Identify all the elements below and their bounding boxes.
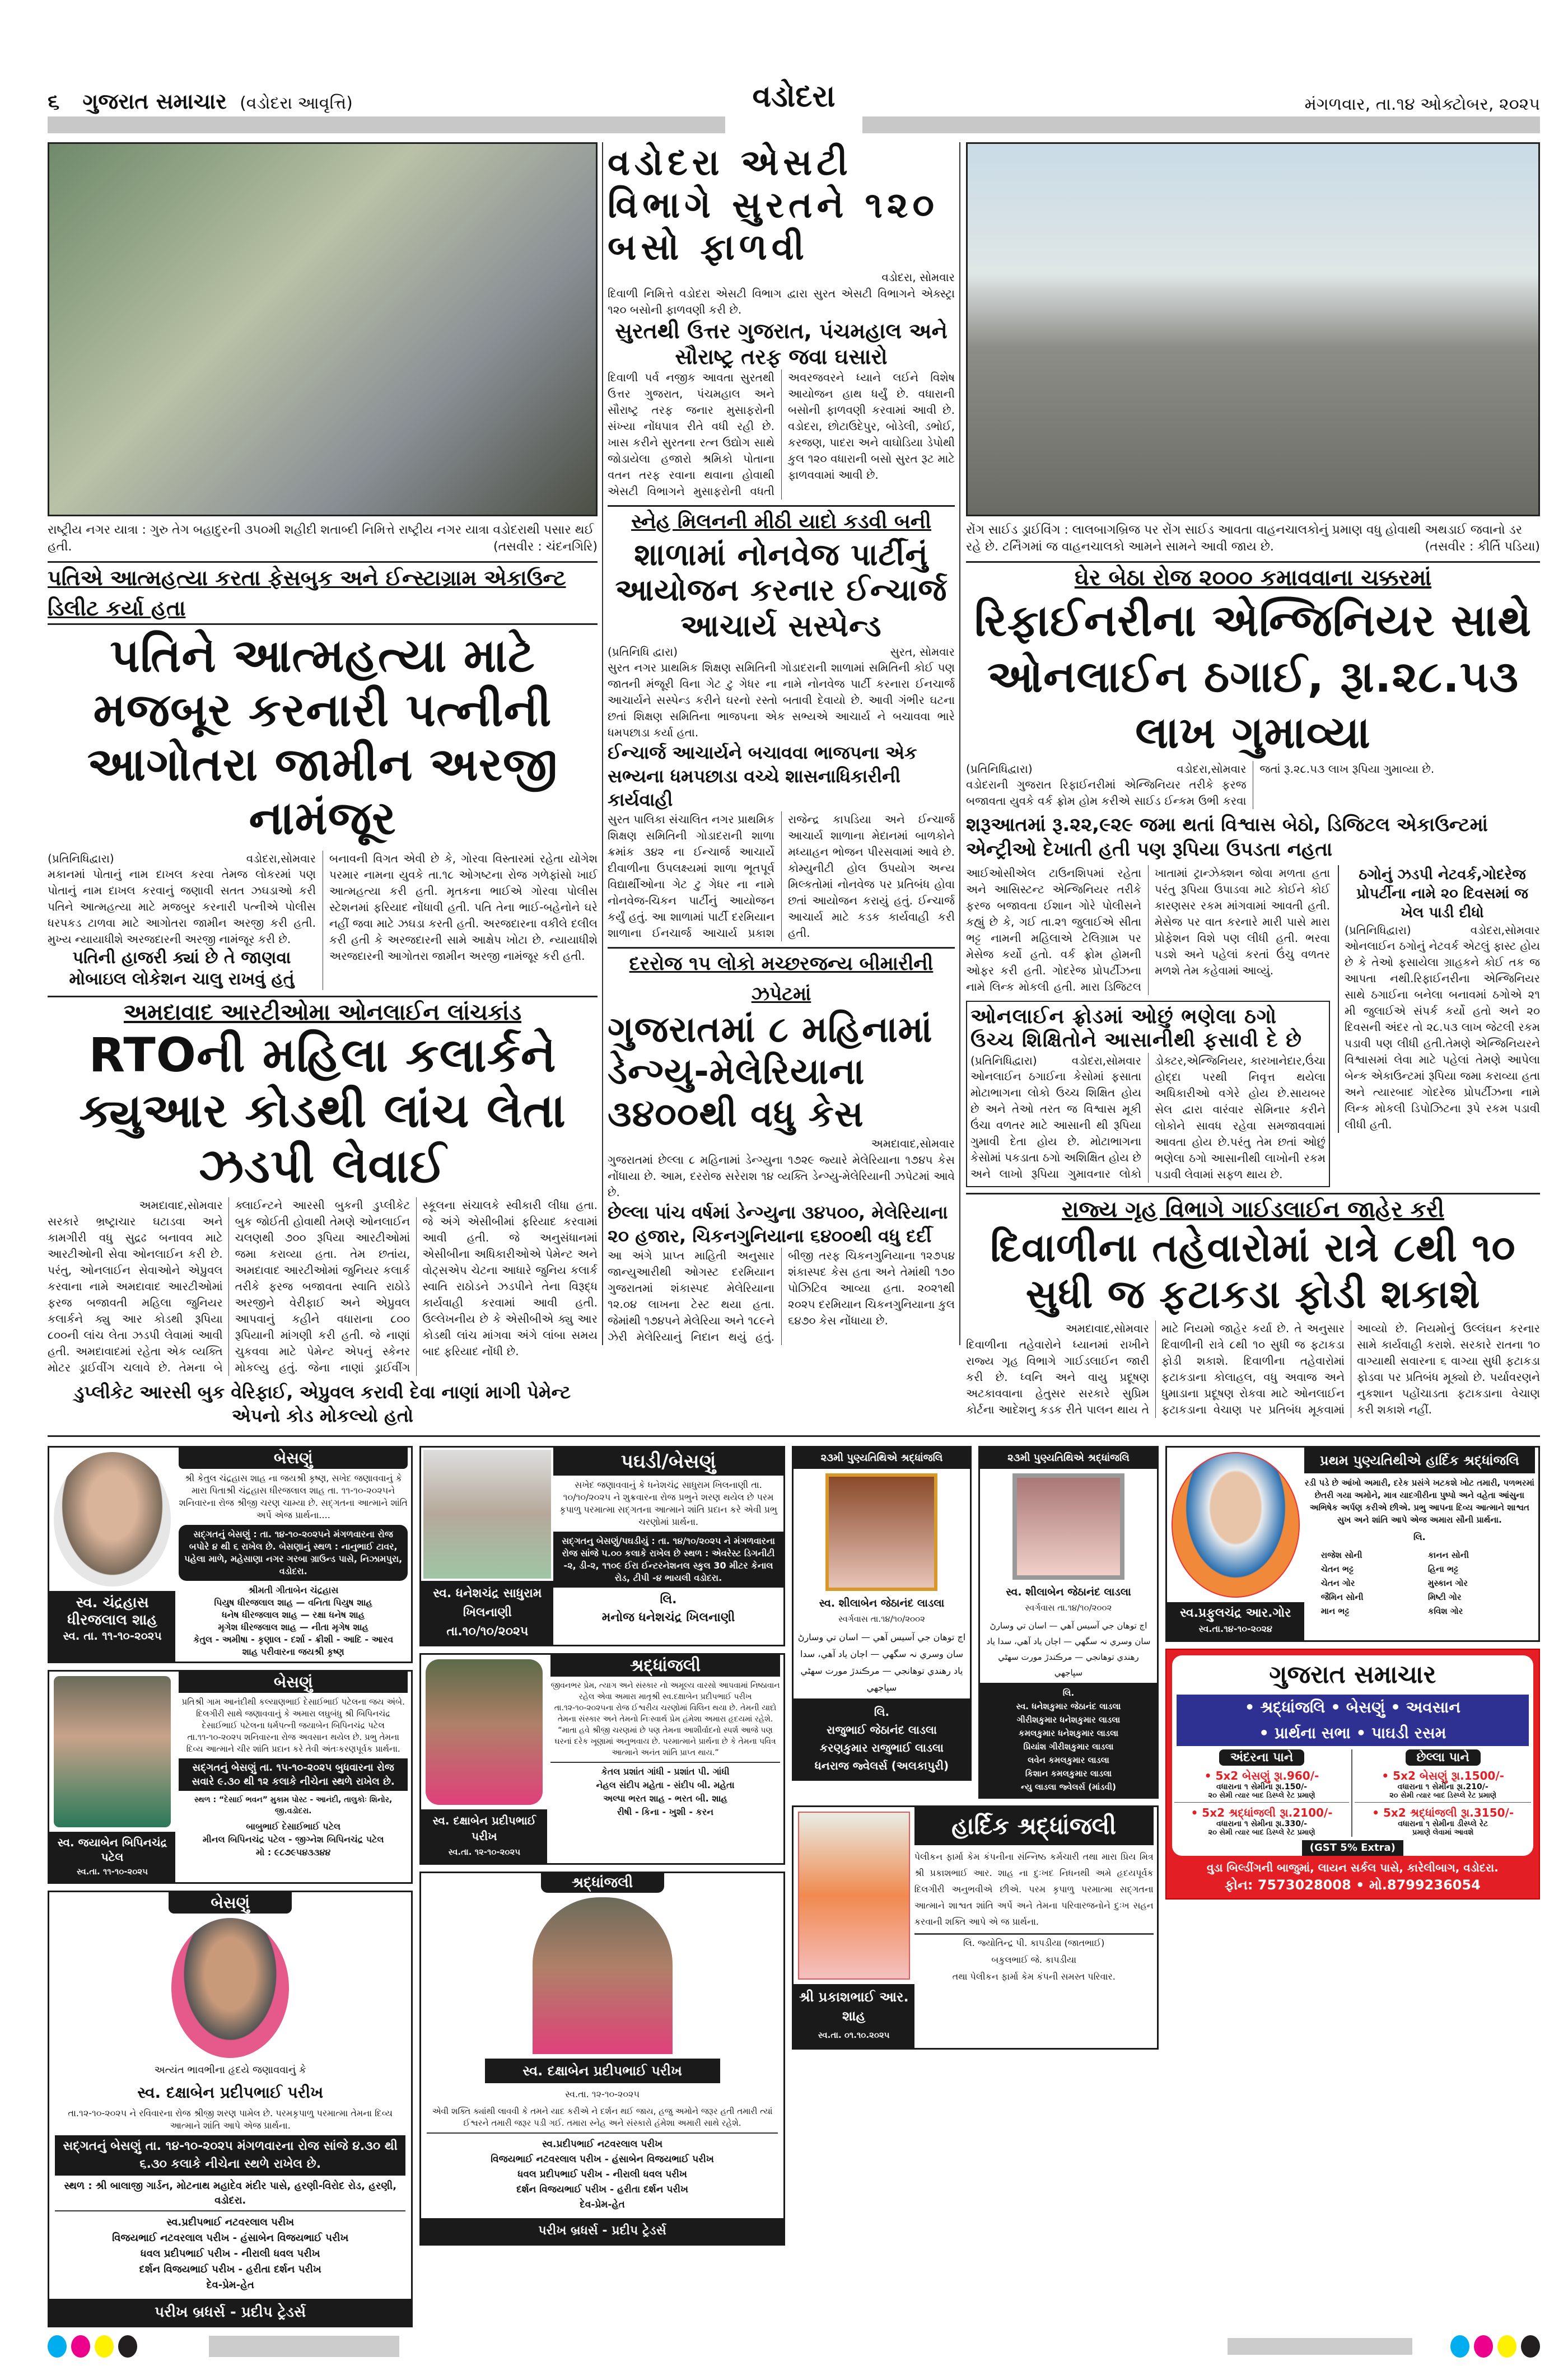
news-photo-traffic <box>966 142 1540 516</box>
subheadline: સુરતથી ઉત્તર ગુજરાત, પંચમહાલ અને સૌરાષ્ટ્ર તરફ જવા ઘસારો <box>615 318 948 369</box>
portrait-photo <box>1172 1452 1300 1598</box>
ad-phone: ફોન: 7573028008 • મો.8799236054 <box>1224 1877 1481 1893</box>
story-firecrackers <box>966 1193 1540 1418</box>
subheadline: શરૂઆતમાં રૂ.૨૨,૯૨૯ જમા થતાં વિશ્વાસ બેઠો, ડિજિટલ એકાઉન્ટમાં એન્ટ્રીઓ દેખાતી હતી પણ રૂપિયા ઉપડતા નહતા <box>966 814 1488 861</box>
ad-inner-page-rates: અંદરના પાને • 5x2 બેસણું રૂા.960/- વધારાના ૧ સેમીના રૂા.150/- ૨૦ સેમી ત્યાર બાદ ડિસ્પ્લે રેટ પ્રમાણે • 5x2 શ્રદ્ધાંજલી રૂા.2100/- વધારાના ૧ સેમીના રૂા.330/- ૨૦ સેમી ત્યાર બાદ ડિસ્પ્લે રેટ પ્રમાણે <box>1172 1749 1353 1837</box>
kicker: અમદાવાદ આરટીઓમા ઓનલાઈન લાંચકાંડ <box>123 1000 522 1025</box>
kicker: દરરોજ ૧૫ લોકો મચ્છરજન્ય બીમારીની ઝપેટમાં <box>629 952 934 1005</box>
portrait-photo <box>825 1473 937 1591</box>
left-column <box>48 142 602 1427</box>
subheadline: ઈન્ચાર્જ આચાર્યને બચાવવા ભાજપના એક સભ્યના ધમપછાડા વચ્ચે શાસનાધિકારીની કાર્યવાહી <box>608 741 917 810</box>
section-title: વડોદરા <box>752 78 836 114</box>
photo-caption: રાષ્ટ્રીય નગર યાત્રા : ગુરુ તેગ બહાદુરની ૩૫૦મી શહીદી શતાબ્દી નિમિત્તે રાષ્ટ્રીય નગર યાત્રા વડોદરાથી પસાર થઈ હતી. (તસવીર : ચંદનગિરિ) <box>48 523 598 554</box>
issue-date: મંગળવાર, તા.૧૪ ઓક્ટોબર, ૨૦૨૫ <box>1304 95 1540 114</box>
headline: રિફાઈનરીના એન્જિનિયર સાથે ઓનલાઈન ઠગાઈ, રૂા.૨૮.૫૩ લાખ ગુમાવ્યા <box>974 596 1532 758</box>
portrait-photo <box>1012 1473 1124 1580</box>
story-body: (પ્રતિનિધિદ્વારા) વડોદરા,સોમવાર મકાનમાં પોતાનું નામ દાખલ કરવા તેમજ લોકરમાં પણ પોતાનું નામ દાખલ કરવાનું જણાવી સતત ઝઘડાઓ કરી પતિને આત્મહત્યા માટે મજબુર કરનારી પત્નીએ પોલીસ ધરપકડ ટાળવા માટે આગોતરા જામીન અરજી કરી હતી. મુખ્ય ન્યાયાધીશે અરજદારની અરજી નામંજૂર કરી છે. પતિની હાજરી ક્યાં છે તે જાણવા મોબાઇલ લોકેશન ચાલુ રાખવું હતું બનાવની વિગત એવી છે કે, ગોરવા વિસ્તારમાં રહેતા યોગેશ પરમાર નામના યુવકે તા.૧૮ ઓગષ્ટના રોજ ગળેફાંસો ખાઈ આત્મહત્યા કરી હતી. મૃતકના ભાઈએ ગોરવા પોલીસ સ્ટેશનમાં ફરિયાદ નોંધાવી હતી. પતિ તેના ભાઈ-બહેનોને ઘરે નહીં જવા માટે ઝઘડા કરતી હતી. અરજદારના વકીલે દલીલ કરી હતી કે અરજદારની સામે આક્ષેપ ખોટા છે. ન્યાયાધીશે અરજદારની આગોતરા જામીન અરજી નામંજૂર કરી હતી. <box>48 852 598 989</box>
story-body: આ અંગે પ્રાપ્ત માહિતી અનુસાર જાન્યુઆરીથી ઓગસ્ટ દરમિયાન ગુજરાતમાં શંકાસ્પદ મેલેરિયાના ૧૨.૦૪ લાખના ટેસ્ટ થયા હતા. જેમાંથી ૧૭૪૫ને મેલેરિયા અને ૧૮૯ને ઝેરી મેલેરિયાનું નિદાન થયું હતું. બીજી તરફ ચિકનગુનિયાના ૧૨૭૫૪ શંકાસ્પદ કેસ હતા અને તેમાંથી ૧૭૦ પોઝિટિવ આવ્યા હતા. ૨૦૨૧થી ૨૦૨૫ દરમિયાન ચિકનગુનિયાના કુલ ૬૪૭૦ કેસ નોંધાયા છે. <box>608 1249 955 1344</box>
photo-caption: રોંગ સાઈડ ડ્રાઈવિંગ : લાલબાગબ્રિજ પર રોંગ સાઈડ આવતા વાહનચાલકોનું પ્રમાણ વધુ હોવાથી અથડાઈ જવાનો ડર રહે છે. ટર્નિંગમાં જ વાહનચાલકો આમને સામને આવી જાય છે. (તસવીર : કીર્તિ પડિયા) <box>966 523 1540 554</box>
edition: (વડોદરા આવૃત્તિ) <box>240 94 353 113</box>
story-rto-bribe <box>48 996 598 1427</box>
subheadline: છેલ્લા પાંચ વર્ષમાં ડેન્ગ્યુના ૩૪૫૦૦, મેલેરિયાના ૨૦ હજાર, ચિકનગુનિયાના ૬૪૦૦થી વધુ દર્દી <box>608 1202 948 1247</box>
news-photo-rally <box>48 142 598 516</box>
obituary-column <box>48 1446 413 2327</box>
story-body: સુરત પાલિકા સંચાલિત નગર પ્રાથમિક શિક્ષણ સમિતિની ગોડાદરાની શાળા ક્રમાંક ૩૪૨ ના ઈન્ચાર્જ આચાર્યે દીવાળીના ઉપલક્ષ્યમાં શાળા ભૂતપૂર્વ વિદ્યાર્થીઓના ગેટ ટુ ગેધર ના નામે નોનવેજ-ચિકન પાર્ટીનું આયોજન કર્યું હતું. આ શાળામાં પાર્ટી દરમિયાન શાળાના ઈનચાર્જ આચાર્ય પ્રકાશ રાજેન્દ્ર કાપડિયા અને ઈન્ચાર્જ આચાર્ય શાળાના મેદાનમાં બાળકોને મધ્યાહન ભોજન પીરસવામાં આવે છે. કોમ્યુનીટી હોલ ઉપયોગ અન્ય મિલ્કતોમાં નોનવેજ પર પ્રતિબંધ હોવા છતાં આયોજન કરાયું હતું. ઈન્ચાર્જ આચાર્ય માટે કડક કાર્યવાહી કરી હતી. <box>608 812 955 940</box>
gray-scale-bar <box>1228 2338 1412 2355</box>
registration-mark-yellow <box>95 2335 114 2358</box>
obituary-section <box>48 1446 1540 2327</box>
obituary-chandrahas: સ્વ. ચંદ્રહાસ ધીરજલાલ શાહ સ્વ. તા. ૧૧-૧૦-૨૦૨૫ બેસણું શ્રી કેતુલ ચંદ્રહાસ શાહ ના જયશ્રી કૃષ્ણ, સખેદ જણાવવાનું કે મારા પિતાશ્રી ચંદ્રહાસ ધીરજલાલ શાહ તા. ૧૧-૧૦-૨૦૨૫ને શનિવારના રોજ શ્રીજી ચરણ ચામ્યા છે. સદ્‌ગતના આત્માને શાંતિ અર્પે એજ પ્રાર્થના.... સદ્‌ગતનું બેસણું : તા. ૧૪-૧૦-૨૦૨૫ને મંગળવારના રોજ બપોરે ૪ થી ૬ રાખેલ છે. બેસણાનું સ્થળ : નાનુભાઈ ટાવર, પહેલા માળે, મહેસાણા નગર ગરબા ગ્રાઉન્ડ પાસે, નિઝામપુરા, વડોદરા. શ્રીમતી ગીતાબેન ચંદ્રહાસ પિયુષ ધીરજલાલ શાહ — વનિતા પિયુષ શાહ ધનેષ ધીરજલાલ શાહ — રક્ષા ધનેષ શાહ મૃગેશ ધીરજલાલ શાહ — નીતા મૃગેષ શાહ કેતુલ - અમીષા - કૃણાલ - દર્શા - ક્રીશી - આદિ - આરવ શાહ પરીવારના જયશ્રી કૃષ્ણ <box>48 1446 413 1663</box>
headline: RTOની મહિલા કલાર્કને ક્યુઆર કોડથી લાંચ લેતા ઝડપી લેવાઈ <box>79 1028 566 1194</box>
portrait-photo <box>423 1450 551 1579</box>
story-body: આઈઓસીએલ ટાઉનશિપમાં રહેતા અને આસિસ્ટન્ટ એન્જિનિયર તરીકે ફરજ બજાવતા ઈશાન ગોરે પોલીસને કહ્યું છે કે, ગઈ તા.૨૧ જુલાઈએ સીતા ભટ્ટ નામની મહિલાએ ટેલિગ્રામ પર મેસેજ કર્યો હતો. વર્ક ફ્રોમ હોમની ઓફર કરી હતી. ગોદરેજ પ્રોપર્ટીઝના નામે લિન્ક મોકલી હતી. મારા ડિજિટલ ખાતામાં ટ્રાન્ઝેક્શન જોવા મળતા હતા પરંતુ રૂપિયા ઉપાડવા માટે કોઈને કોઈ કારણસર રકમ માંગવામાં આવતી હતી. મેસેજ પર વાત કરનારે મારી પાસે મારા પ્રોફેશન વિશે પણ લીધી હતી. ભરવા પડશે અને પહેલાં કરતાં ઉંચુ વળતર મળશે તેમ કહેવામાં આવ્યું. <box>966 866 1330 993</box>
gst-note: (GST 5% Extra) <box>1302 1840 1403 1856</box>
right-column <box>960 142 1540 1418</box>
family-list: શ્રીમતી ગીતાબેન ચંદ્રહાસ પિયુષ ધીરજલાલ શાહ — વનિતા પિયુષ શાહ ધનેષ ધીરજલાલ શાહ — રક્ષા ધનેષ શાહ મૃગેશ ધીરજલાલ શાહ — નીતા મૃગેષ શાહ કેતુલ - અમીષા - કૃણાલ - દર્શા - ક્રીશી - આદિ - આરવ શાહ પરીવારના જયશ્રી કૃષ્ણ <box>193 1585 394 1658</box>
obituary-shilaben-dhanraj: ૨૩મી પુણ્યતિથિએ શ્રદ્ધાંજલિ સ્વ. શીલાબેન જેઠાનંદ લાડલા સ્વર્ગવાસ તા.૧૪/૧૦/૨૦૦૨ اڄ توهان جي آسيس آهي — اسان تي وسارڻ سان وسري نہ سگهي — اڄان ياد آهي، سدا ياد رهندي توهانجي — مرڪندڙ مورت سهڻي سڀاجهي લિ. રાજુભાઈ જેઠાનંદ લાડલા કરણકુમાર રાજુભાઈ લાડલા ધનરાજ જ્વેલર્સ (અલકાપુરી) <box>792 1446 972 1781</box>
kicker: સ્નેહ મિલનની મીઠી યાદો કડવી બની <box>631 510 931 533</box>
sidebar-godrej: ઠગોનું ઝડપી નેટવર્ક,ગોદરેજ પ્રોપર્ટીના નામે ૨૦ દિવસમાં જ ખેલ પાડી દીધો (પ્રતિનિધિદ્વારા) વડોદરા,સોમવાર ઓનલાઈન ઠગોનું નેટવર્ક એટલું ફાસ્ટ હોય છે કે તેઓ ફસાયેલા ગ્રાહકને કોઈ તક જ આપતા નથી.રિફાઈનરીના એન્જિનિયર સાથે ઠગાઈના બનેલા બનાવમાં ઠગોએ ૨૧ મી જુલાઈએ સંપર્ક કર્યો હતો અને ૨૦ દિવસની અંદર તો ૨૮.૫૩ લાખ જેટલી રકમ પડાવી પણ લીધી હતી.તેમણે એન્જિનિયરને વિશ્વાસમાં લેવા માટે પહેલાં તેમણે આપેલા બેન્ક એકાઉન્ટમાં રૂપિયા જમા કરાવ્યા હતા અને ત્યારબાદ ગોદરેજ પ્રોપર્ટીઝના નામે લિન્ક મોકલી ડિપોઝિટના રૂપે રકમ પડાવી લીધી હતી. <box>1338 865 1540 1133</box>
registration-mark-black <box>1521 2335 1540 2358</box>
ad-address: વુડા બિલ્ડીંગની બાજુમાં, લાયન સર્કલ પાસે, કારેલીબાગ, વડોદરા. <box>1207 1861 1499 1875</box>
ad-last-page-rates: છેલ્લા પાને • 5x2 બેસણું રૂા.1500/- વધારાના ૧ સેમીના રૂા.210/- ૨૦ સેમી ત્યાર બાદ ડિસ્પ્લે રેટ પ્રમાણે • 5x2 શ્રદ્ધાંજલી રૂા.3150/- વધારાના ૧ સેમીના ડીસ્પ્લે રેટ પ્રમાણે લેવામાં આવશે <box>1352 1749 1533 1837</box>
story-refinery-fraud: ઘેર બેઠા રોજ ૨૦૦૦ કમાવવાના ચક્કરમાં રિફાઈનરીના એન્જિનિયર સાથે ઓનલાઈન ઠગાઈ, રૂા.૨૮.૫૩ લાખ ગુમાવ્યા (પ્રતિનિધિદ્વારા) વડોદરા,સોમવાર વડોદરાની ગુજરાત રિફાઈનરીમાં એન્જિનિયર તરીકે ફરજ બજાવતા યુવકે વર્ક ફ્રોમ હોમ કરીએ સાઈડ ઈન્કમ ઉભી કરવા જતાં રૂ.૨૮.૫૩ લાખ રૂપિયા ગુમાવ્યા છે. શરૂઆતમાં રૂ.૨૨,૯૨૯ જમા થતાં વિશ્વાસ બેઠો, ડિજિટલ એકાઉન્ટમાં એન્ટ્રીઓ દેખાતી હતી પણ રૂપિયા ઉપડતા નહતા આઈઓસીએલ ટાઉનશિપમાં રહેતા અને આસિસ્ટન્ટ એન્જિનિયર તરીકે ફરજ બજાવતા ઈશાન ગોરે પોલીસને કહ્યું છે કે, ગઈ તા.૨૧ જુલાઈએ સીતા ભટ્ટ નામની મહિલાએ ટેલિગ્રામ પર મેસેજ કર્યો હતો. વર્ક ફ્રોમ હોમની ઓફર કરી હતી. ગોદરેજ પ્રોપર્ટીઝના નામે લિન્ક મોકલી હતી. મારા ડિજિટલ ખાતામાં ટ્રાન્ઝેક્શન જોવા મળતા હતા પરંતુ રૂપિયા ઉપાડવા માટે કોઈને કોઈ કારણસર રકમ માંગવામાં આવતી હતી. મેસેજ પર વાત કરનારે મારી પાસે મારા પ્રોફેશન વિશે પણ લીધી હતી. ભરવા પડશે અને પહેલાં કરતાં ઉંચુ વળતર મળશે તેમ કહેવામાં આવ્યું. ઓનલાઈન ફ્રોડમાં ઓછું ભણેલા ઠગો ઉચ્ચ શિક્ષિતોને આસાનીથી ફસાવી દે છે (પ્રતિનિધિદ્વારા) વડોદરા,સોમવાર ઓનલાઈન ઠગાઈના કેસોમાં ફસાતા મોટાભાગના લોકો ઉચ્ચ શિક્ષિત હોય છે અને તેઓ તરત જ વિશ્વાસ મૂકી ઉંચા વળતર માટે આસાની થી રૂપિયા ગુમાવી દેતા હોય છે. મોટાભાગના કેસોમાં પકડાતા ઠગો અશિક્ષિત હોય છે અને લાખો રૂપિયા ગુમાવનાર લોકો ડોક્ટર,એન્જિનિયર, કારખાનેદાર,ઉંચા હોદ્દા પરથી નિવૃત્ત થયેલા અધિકારીઓ વગેરે હોય છે.સાયબર સેલ દ્વારા વારંવાર સેમિનાર કરીને લોકોને સાવધ રહેવા સમજાવવામાં આવતા હોય છે.પરંતુ તેમ છતાં ઓછું ભણેલા ઠગો આસાનીથી લાખોની રકમ પડાવી લેવામાં સફળ થાય છે. ઠગોનું ઝડપી નેટવર્ક,ગોદરેજ પ્રોપર્ટીના નામે ૨૦ દિવસમાં જ ખેલ પાડી દીધો (પ્રતિનિધિદ્વારા) વડોદરા,સોમવાર ઓનલાઈન ઠગોનું નેટવર્ક એટલું ફાસ્ટ હોય છે કે તેઓ ફસાયેલા ગ્રાહકને કોઈ તક જ આપતા નથી.રિફાઈનરીના એન્જિનિયર સાથે ઠગાઈના બનેલા બનાવમાં ઠગોએ ૨૧ મી જુલાઈએ સંપર્ક કર્યો હતો અને ૨૦ દિવસની અંદર તો ૨૮.૫૩ લાખ જેટલી રકમ પડાવી પણ લીધી હતી.તેમણે એન્જિનિયરને વિશ્વાસમાં લેવા માટે પહેલાં તેમણે આપેલા બેન્ક એકાઉન્ટમાં રૂપિયા જમા કરાવ્યા હતા અને ત્યારબાદ ગોદરેજ પ્રોપર્ટીઝના નામે લિન્ક મોકલી ડિપોઝિટના રૂપે રકમ પડાવી લીધી હતી. <box>966 561 1540 1187</box>
ad-brand-logo: ગુજરાત સમાચાર <box>1269 1660 1436 1690</box>
middle-column <box>602 142 960 1345</box>
subheadline: પતિની હાજરી ક્યાં છે તે જાણવા મોબાઇલ લોકેશન ચાલુ રાખવું હતું <box>69 948 295 989</box>
portrait-photo <box>798 1812 910 1980</box>
story-school-party: સ્નેહ મિલનની મીઠી યાદો કડવી બની શાળામાં નોનવેજ પાર્ટીનું આયોજન કરનાર ઈન્ચાર્જ આચાર્ય સસ્પેન્ડ (પ્રતિનિધિ દ્વારા) સુરત, સોમવાર સુરત નગર પ્રાથમિક શિક્ષણ સમિતિની ગોડાદરાની શાળામાં સમિતિની કોઈ પણ જાતની મંજૂરી વિના ગેટ ટુ ગેધર ના નામે નોનવેજ પાર્ટી કરનારા ઈનચાર્જ આચાર્યને સસ્પેન્ડ કરીને ઘરનો રસ્તો બતાવી દેવાયો છે. આવી ગંભીર ઘટના છતાં શિક્ષણ સમિતિના ભાજપના એક સભ્યએ આચાર્ય ને બચાવવા ભારે ધમપછાડા કર્યા હતા. ઈન્ચાર્જ આચાર્યને બચાવવા ભાજપના એક સભ્યના ધમપછાડા વચ્ચે શાસનાધિકારીની કાર્યવાહી સુરત પાલિકા સંચાલિત નગર પ્રાથમિક શિક્ષણ સમિતિની ગોડાદરાની શાળા ક્રમાંક ૩૪૨ ના ઈન્ચાર્જ આચાર્યે દીવાળીના ઉપલક્ષ્યમાં શાળા ભૂતપૂર્વ વિદ્યાર્થીઓના ગેટ ટુ ગેધર ના નામે નોનવેજ-ચિકન પાર્ટીનું આયોજન કર્યું હતું. આ શાળામાં પાર્ટી દરમિયાન શાળાના ઈનચાર્જ આચાર્ય પ્રકાશ રાજેન્દ્ર કાપડિયા અને ઈન્ચાર્જ આચાર્ય શાળાના મેદાનમાં બાળકોને મધ્યાહન ભોજન પીરસવામાં આવે છે. કોમ્યુનીટી હોલ ઉપયોગ અન્ય મિલ્કતોમાં નોનવેજ પર પ્રતિબંધ હોવા છતાં આયોજન કરાયું હતું. ઈન્ચાર્જ આચાર્ય માટે કડક કાર્યવાહી કરી હતી. <box>608 505 955 941</box>
page-number: ૬ <box>48 89 60 114</box>
gray-scale-bar <box>209 2336 399 2357</box>
story-dengue: દરરોજ ૧૫ લોકો મચ્છરજન્ય બીમારીની ઝપેટમાં ગુજરાતમાં ૮ મહિનામાં ડેન્ગ્યુ-મેલેરિયાના ૩૪૦૦થી વધુ કેસ અમદાવાદ,સોમવાર ગુજરાતમાં છેલ્લા ૮ મહિનામાં ડેન્ગ્યુના ૧૭૨૯ જ્યારે મેલેરિયાના ૧૭૪૫ કેસ નોંધાયા છે. આમ, દરરોજ સરેરાશ ૧૪ વ્યક્તિ ડેન્ગ્યુ-મેલેરિયાની ઝપેટમાં આવે છે. છેલ્લા પાંચ વર્ષમાં ડેન્ગ્યુના ૩૪૫૦૦, મેલેરિયાના ૨૦ હજાર, ચિકનગુનિયાના ૬૪૦૦થી વધુ દર્દી આ અંગે પ્રાપ્ત માહિતી અનુસાર જાન્યુઆરીથી ઓગસ્ટ દરમિયાન ગુજરાતમાં શંકાસ્પદ મેલેરિયાના ૧૨.૦૪ લાખના ટેસ્ટ થયા હતા. જેમાંથી ૧૭૪૫ને મેલેરિયા અને ૧૮૯ને ઝેરી મેલેરિયાનું નિદાન થયું હતું. બીજી તરફ ચિકનગુનિયાના ૧૨૭૫૪ શંકાસ્પદ કેસ હતા અને તેમાંથી ૧૭૦ પોઝિટિવ આવ્યા હતા. ૨૦૨૧થી ૨૦૨૫ દરમિયાન ચિકનગુનિયાના કુલ ૬૪૭૦ કેસ નોંધાયા છે. <box>608 947 955 1346</box>
story-body: અમદાવાદ,સોમવાર સરકારે ભ્રષ્ટ્રાચાર ઘટાડવા અને કામગીરી વધુ સુદ્રઢ બનાવવ માટે આરટીઓની સેવા ઓનલાઈન કરી છે. પરંતુ, ઓનલાઈન સેવાઓને એપ્રુવલ કરવાના નામે અમદાવાદ આરટીઓમાં ફરજ બજાવતી મહિલા જુનિયર કલાર્કને ક્યુ આર કોડથી રૂપિયા ૮૦૦ની લાંચ લેતા ઝડપી લેવામાં આવી હતી. અમદાવાદમાં રહેતા એક વ્યક્તિ મોટર ડ્રાઈવીંગ ચલાવે છે. તેમના બે ક્લાઈન્ટને આરસી બુકની ડુપ્લીકેટ બુક જોઈતી હોવાથી તેમણે ઓનલાઈન ચલણથી ૭૦૦ રૂપિયા આરટીઓમાં જમા કરાવ્યા હતા. તેમ છતાંય, અમદાવાદ આરટીઓમાં જુનિયર કલાર્ક તરીકે ફરજ બજાવતા સ્વાતિ રાઠોડે અરજીને વેરીફાઈ અને એપ્રુવલ આપવાનું કહીને વધારાના ૮૦૦ રૂપિયાની માંગણી કરી હતી. જે નાણાં ચુકવવા માટે પેમેન્ટ એપનું સ્કેનર મોકલ્યુ હતું. જેના નાણાં ડ્રાઈવીંગ સ્કૂલના સંચાલકે સ્વીકારી લીધા હતા. જે અંગે એસીબીમાં ફરિયાદ કરવામાં આવી હતી. જે અનુસંધાનમાં એસીબીના અધિકારીઓએ પેમેન્ટ અને વોટ્સએપ ચેટના આધારે જુનિય કલાર્ક સ્વાતિ રાઠોડને ઝડપીને તેના વિરૂદ્ધ કાર્યવાહી કરવામાં આવી હતી. ઉલ્લેખનીય છે કે એસીબીએ ક્યુ આર કોડથી લાંચ માંગવા અંગે લાંબા સમય બાદ ફરિયાદ નોંધી છે. <box>48 1198 598 1375</box>
family-list: રાજેશ સોની કાનન સોની ચેતન ભટ્ટ હિના ભટ્ટ ચેતન ગોર મુસ્કાન ગોર જૈમિન સોની મિષ્ટી ગોર માન ભટ્ટ કવિશ ગોર <box>1320 1550 1469 1617</box>
obituary-column <box>419 1446 785 2246</box>
masthead-row <box>48 78 1540 114</box>
headline: દિવાળીના તહેવારોમાં રાત્રે ૮થી ૧૦ સુધી જ ફટાકડા ફોડી શકાશે <box>990 1224 1516 1317</box>
family-list: સ્વ.પ્રદીપભાઈ નટવરલાલ પરીખ વિજયભાઈ નટવરલાલ પરીખ - હંસાબેન વિજયભાઈ પરીખ ધવલ પ્રદીપભાઈ પરીખ - નીરાલી ધવલ પરીખ દર્શન વિજયભાઈ પરીખ - હરીતા દર્શન પરીખ દેવ-પ્રેમ-હેત <box>112 2216 349 2292</box>
obituary-column <box>792 1446 1159 2050</box>
registration-mark-cyan <box>1450 2335 1469 2358</box>
headline: વડોદરા એસટી વિભાગે સુરતને ૧૨૦ બસો ફાળવી <box>608 142 939 269</box>
paper-name: ગુજરાત સમાચાર <box>82 89 227 114</box>
story-body: અમદાવાદ,સોમવાર દિવાળીના તહેવારોને ધ્યાનમાં રાખીને રાજ્ય ગૃહ વિભાગે ગાઈડલાઈન જારી કરી છે. ધ્વનિ અને વાયુ પ્રદૂષણ અટકાવવાના હેતુસર સરકારે સુપ્રિમ કોર્ટના આદેશનુ કડક રીતે પાલન થાય તે માટે નિયમો જાહેર કર્યા છે. તે અનુસાર દિવાળીની રાત્રે ૮થી ૧૦ સુધી જ ફટાકડા ફોડી શકાશે. દિવાળીના તહેવારોમાં ફટાકડાના કોલાહલ, વધુ અવાજ અને ધુમાડાના પ્રદૂષણ રોકવા માટે ઓનલાઈન ફટાકડાના વેચાણ પર પ્રતિબંધ મૂકવામાં આવ્યો છે. નિયમોનું ઉલ્લંઘન કરનાર સામે કાર્યવાહી કરાશે. સરકારે રાતના ૧૦ વાગ્યાથી સવારના ૬ વાગ્યા સુધી ફટાકડા ફોડવા પર પ્રતિબંધ મૂક્યો છે. પર્યાવરણને નુકશાન પહોંચાડતા ફટાકડાના વેચાણ કરી શકાશે નહીં. <box>966 1322 1540 1417</box>
registration-mark-yellow <box>1497 2335 1516 2358</box>
headline: ઓનલાઈન ફ્રોડમાં ઓછું ભણેલા ઠગો ઉચ્ચ શિક્ષિતોને આસાનીથી ફસાવી દે છે <box>970 1005 1302 1052</box>
registration-mark-magenta <box>1474 2335 1493 2358</box>
obituary-dhaneshchandra: સ્વ. ધનેશચંદ્ર સાધુરામ ખિલનાણી તા.૧૦/૧૦/૨૦૨૫ પઘડી/બેસણું સખેદ જણાવવાનું કે ધનેશચંદ્ર સાધુરામ ખિલનાણી તા. ૧૦/૧૦/૨૦૨૫ ને શુક્રવારના રોજ પ્રભુને શરણ થયેલ છે પરમ કૃપાળુ પરમાત્મા સદ્‌ગતના આત્માને શાંતિ પ્રદાન કરે એવી પ્રભુ ચરણોમાં પ્રાર્થના. સદ્‌ગતનુ બેસણું/પઘડીયું : તા. ૧૪/૧૦/૨૦૨૫ ને મંગળવારના રોજ સાંજે ૫.૦૦ કલાકે રાખેલ છે સ્થળ : એવરેસ્ટ ડિગનીટી -૨, ડી-૨, ૧૧૦૯ ઈરા ઈન્ટરનેશનલ સ્કુલ 30 મીટર કેનાલ રોડ, ટીપી -૪ ભાયલી વડોદરા. લિ. મનોજ ધનેશચંદ્ર ખિલનાણી <box>419 1446 785 1646</box>
headline: પતિને આત્મહત્યા માટે મજબૂર કરનારી પત્નીની આગોતરા જામીન અરજી નામંજૂર <box>87 629 558 846</box>
masthead <box>48 89 721 114</box>
obituary-prakashbhai: શ્રી પ્રકાશભાઈ આર. શાહ સ્વ.તા. ૦૧.૧૦.૨૦૨૫ હાર્દિક શ્રદ્ધાંજલી પેલીકન ફાર્મા કેમ કંપનીના સંન્નિષ્ઠ કર્મચારી તથા મારા પ્રિય મિત્ર શ્રી પ્રકાશભાઈ આર. શાહ ના દુઃખદ નિધનથી અમે હૃદયપૂર્વક દિલગીરી અનુભવીએ છીએ. પરમ કૃપાળુ પરમાત્મા સદ્‌ગતના આત્માને શાશ્વત શાંતિ અર્પે અને તેમના પરિવારજનોને દુઃખ સહન કરવાની શક્તિ આપે એ જ પ્રાર્થના. લિ. જ્યોતિન્દ્ર પી. કાપડીયા (જાતભાઈ) બકુલભાઈ જે. કાપડીયા તથા પેલીકન ફાર્મા કેમ કંપની સમસ્ત પરિવાર. <box>792 1805 1159 2050</box>
advertisement-obituary-rates <box>1165 1649 1540 1900</box>
headline: શાળામાં નોનવેજ પાર્ટીનું આયોજન કરનાર ઈન્ચાર્જ આચાર્ય સસ્પેન્ડ <box>615 536 948 643</box>
obituary-prafulchandra: સ્વ.પ્રફુલચંદ્ર આર.ગોર સ્વ.તા.૧૪-૧૦-૨૦૨૪ પ્રથમ પુણ્યતિથીએ હાર્દિક શ્રદ્ધાંજલિ રડી પડે છે આંખો અમારી, દરેક પ્રસંગે ખટકશે ખોટ તમારી, પળભરમાં છેતરી ગયા અમોને, માત્ર યાદગીરીના પુષ્પો અને વહેતા આંસુના અભિષેક અર્પણ કરીએ છીએ. પ્રભુ આપના દિવ્ય આત્માને શાશ્વત સુખ અને શાંતિ આપે એજ અમારા સૌની પ્રાર્થના. લિ. રાજેશ સોની કાનન સોની ચેતન ભટ્ટ હિના ભટ્ટ ચેતન ગોર મુસ્કાન ગોર જૈમિન સોની મિષ્ટી ગોર માન ભટ્ટ કવિશ ગોર <box>1165 1446 1540 1642</box>
kicker: રાજ્ય ગૃહ વિભાગે ગાઈડલાઈન જાહેર કરી <box>1061 1196 1445 1222</box>
registration-mark-magenta <box>71 2335 90 2358</box>
kicker: ઘેર બેઠા રોજ ૨૦૦૦ કમાવવાના ચક્કરમાં <box>1074 565 1432 591</box>
registration-mark-black <box>118 2335 137 2358</box>
portrait-photo <box>426 1659 543 1805</box>
subheadline: ડુપ્લીકેટ આરસી બુક વેરિફાઈ, એપ્રુવલ કરાવી દેવા નાણાં માગી પેમેન્ટ એપનો કોડ મોકલ્યો હતો <box>74 1382 571 1427</box>
ad-services: • શ્રદ્ધાંજલિ • બેસણું • અવસાન • પ્રાર્થના સભા • પાઘડી રસમ <box>1177 1695 1529 1746</box>
story-st-bus: વડોદરા એસટી વિભાગે સુરતને ૧૨૦ બસો ફાળવી વડોદરા, સોમવાર દિવાળી નિમિત્તે વડોદરા એસટી વિભાગ દ્વારા સુરત એસટી વિભાગને એક્સ્ટ્રા ૧૨૦ બસોની ફાળવણી કરી છે. સુરતથી ઉત્તર ગુજરાત, પંચમહાલ અને સૌરાષ્ટ્ર તરફ જવા ઘસારો દિવાળી પર્વ નજીક આવતા સુરતથી ઉત્તર ગુજરાત, પંચમહાલ અને સૌરાષ્ટ્ર તરફ જનાર મુસાફરોની સંખ્યા નોંધપાત્ર રીતે વધી રહી છે. ખાસ કરીને સુરતના રત્ન ઉદ્યોગ સાથે જોડાયેલા હજારો શ્રમિકો પોતાના વતન તરફ રવાના થવાના હોવાથી એસટી વિભાગને મુસાફરોની વધતી અવરજવરને ધ્યાને લઈને વિશેષ આયોજન હાથ ધર્યું છે. વધારાની બસોની ફાળવણી કરવામાં આવી છે. વડોદરા, છોટાઉદેપુર, બોડેલી, ડભોઈ, કરજણ, પાદરા અને વાઘોડિયા ડેપોથી કુલ ૧૨૦ વધારાની બસો સુરત રૂટ માટે ફાળવવામાં આવી છે. <box>608 142 955 500</box>
headline: ગુજરાતમાં ૮ મહિનામાં ડેન્ગ્યુ-મેલેરિયાના ૩૪૦૦થી વધુ કેસ <box>608 1009 933 1135</box>
header-rule <box>48 116 725 133</box>
box-online-fraud: ઓનલાઈન ફ્રોડમાં ઓછું ભણેલા ઠગો ઉચ્ચ શિક્ષિતોને આસાનીથી ફસાવી દે છે (પ્રતિનિધિદ્વારા) વડોદરા,સોમવાર ઓનલાઈન ઠગાઈના કેસોમાં ફસાતા મોટાભાગના લોકો ઉચ્ચ શિક્ષિત હોય છે અને તેઓ તરત જ વિશ્વાસ મૂકી ઉંચા વળતર માટે આસાની થી રૂપિયા ગુમાવી દેતા હોય છે. મોટાભાગના કેસોમાં પકડાતા ઠગો અશિક્ષિત હોય છે અને લાખો રૂપિયા ગુમાવનાર લોકો ડોક્ટર,એન્જિનિયર, કારખાનેદાર,ઉંચા હોદ્દા પરથી નિવૃત્ત થયેલા અધિકારીઓ વગેરે હોય છે.સાયબર સેલ દ્વારા વારંવાર સેમિનાર કરીને લોકોને સાવધ રહેવા સમજાવવામાં આવતા હોય છે.પરંતુ તેમ છતાં ઓછું ભણેલા ઠગો આસાનીથી લાખોની રકમ પડાવી લેવામાં સફળ થાય છે. <box>966 1001 1330 1187</box>
registration-mark-cyan <box>48 2335 67 2358</box>
obituary-jayaben: સ્વ. જયાબેન બિપિનચંદ્ર પટેલ સ્વ.તા. ૧૧-૧૦-૨૦૨૫ બેસણું પ્રતિશ્રી ગામ આનંદીથી કલ્યાણભાઈ દેસાઈભાઈ પટેલના જય અંબે. દિલગીરી સાથે જણાવવાનું કે અમારા લઘુબંધુ શ્રી બિપિનચંદ્ર દેસાઈભાઈ પટેલના ધર્મપત્ની જયાબેન બિપિનચંદ્ર પટેલ તા.૧૧-૧૦-૨૦૨૫ શનિવારના રોજ અવસાન થયેલ છે. પ્રભુ તેમના દિવ્ય આત્માને ચીર શાંતિ પ્રદાન કરે તેવી અંતઃકરણપૂર્વક પ્રાર્થના. સદ્‌ગતનું બેસણું તા. ૧૫-૧૦-૨૦૨૫ બુધવારના રોજ સવારે ૯.૩૦ થી ૧૨ કલાકે નીચેના સ્થળે રાખેલ છે. સ્થળ : “દેસાઈ ભવન” મુકામ પોસ્ટ - આનંદી, તાલુકોઃ શિનોર, જી.વડોદરા. બાબુભાઈ દેસાઈભાઈ પટેલ મીનલ બિપિનચંદ્ર પટેલ - જીગ્નેશ બિપિનચંદ્ર પટેલ મો : ૯૮૭૯૫૪૩૩૪૪ <box>48 1670 413 1884</box>
portrait-photo <box>54 1452 171 1586</box>
obituary-column <box>1165 1446 1540 1900</box>
obituary-dakshaben-besnu: બેસણું અત્યંત ભાવભીના હૃદયે જણાવવાનું કે સ્વ. દક્ષાબેન પ્રદીપભાઈ પરીખ તા.૧૨-૧૦-૨૦૨૫ ને રવિવારના રોજ શ્રીજી શરણ પામેલ છે. પરમકૃપાળુ પરમાત્મા તેમના દિવ્ય આત્માને શાંતિ આપે એજ પ્રાર્થના. સદ્‌ગતનું બેસણું તા. ૧૪-૧૦-૨૦૨૫ મંગળવારના રોજ સાંજે ૪.૩૦ થી ૬.૩૦ કલાકે નીચેના સ્થળે રાખેલ છે. સ્થળ : શ્રી બાલાજી ગાર્ડન, મોટનાથ મહાદેવ મંદીર પાસે, હરણી-વિરોદ રોડ, હરણી, વડોદરા. સ્વ.પ્રદીપભાઈ નટવરલાલ પરીખ વિજયભાઈ નટવરલાલ પરીખ - હંસાબેન વિજયભાઈ પરીખ ધવલ પ્રદીપભાઈ પરીખ - નીરાલી ધવલ પરીખ દર્શન વિજયભાઈ પરીખ - હરીતા દર્શન પરીખ દેવ-પ્રેમ-હેત પરીખ બ્રધર્સ - પ્રદીપ ટ્રેડર્સ <box>48 1891 413 2327</box>
obituary-dakshaben-tribute: સ્વ. દક્ષાબેન પ્રદીપભાઈ પરીખ સ્વ.તા. ૧૨-૧૦-૨૦૨૫ શ્રદ્ધાંજલી જીવનભર પ્રેમ, ત્યાગ અને સંસ્કાર નો અમૂલ્ય વારસો આપવામાં નિષ્ઠાવાન રહેલ એવા અમારા માતૃશ્રી સ્વ.દક્ષાબેન પ્રદીપભાઈ પરીખ તા.૧૨-૧૦-૨૦૨૫ના રોજ ઈશ્વરીય ચરણોમાં વિલિન થયા છે. તેમની યાદો તેમના સંસ્કાર અને તેમનો નિઃસ્વાર્થ પ્રેમ હંમેશા અમારા હૃદયમાં રહેશે. “માતા હવે શ્રીજી ચરણમાં છે પણ તેમના આશીર્વાદનો સ્પર્શ આજે પણ ઘરનાં દરેક ખૂણામાં અનુભવાય છે. પરમાત્માને પ્રાર્થના છે કે તેમના પવિત્ર આત્માને અનંત શાંતિ પ્રાપ્ત થાય.” કેતલ પ્રશાંત ગાંધી - પ્રશાંત પી. ગાંધી નેહલ સંદીપ મહેતા - સંદીપ બી. મહેતા અલ્પા ભરત શાહ - ભરત બી. શાહ રીષી - કિના - ખુશી - કરન <box>419 1653 785 1865</box>
obituary-dakshaben-tribute-2: શ્રદ્ધાંજલી સ્વ. દક્ષાબેન પ્રદીપભાઈ પરીખ સ્વ.તા. ૧૨-૧૦-૨૦૨૫ એવી શક્તિ ક્યાંથી લાવવી કે તમને યાદ કરીએ ને દર્શન થઈ જાય, હજુ અમોને જરૂર હતી તમારી ત્યાં ઈશ્વરને તમારી જરૂર પડી ગઈ. તમારા સ્નેહ અને સંસ્કારો હંમેશા અમારી સાથે રહેશે. સ્વ.પ્રદીપભાઈ નટવરલાલ પરીખ વિજયભાઈ નટવરલાલ પરીખ - હંસાબેન વિજયભાઈ પરીખ ધવલ પ્રદીપભાઈ પરીખ - નીરાલી ધવલ પરીખ દર્શન વિજયભાઈ પરીખ - હરીતા દર્શન પરીખ દેવ-પ્રેમ-હેત પરીખ બ્રધર્સ - પ્રદીપ ટ્રેડર્સ <box>419 1872 785 2246</box>
registration-marks <box>48 2335 1540 2358</box>
kicker: પતિએ આત્મહત્યા કરતા ફેસબુક અને ઈન્સ્ટાગ્રામ એકાઉન્ટ ડિલીટ કર્યા હતા <box>48 566 566 620</box>
obituary-shilaben-ladla: ૨૩મી પુણ્યતિથિએ શ્રદ્ધાંજલિ સ્વ. શીલાબેન જેઠાનંદ લાડલા સ્વર્ગવાસ તા.૧૪/૧૦/૨૦૦૨ اڄ توهان جي آسيس آهي — اسان تي وسارڻ سان وسري نہ سگهي — اڄان ياد آهي، سدا ياد رهندي توهانجي — مرڪندڙ مورت سهڻي سڀاجهي લિ. સ્વ. ધનેશકુમાર જેઠાનંદ લાડલા ગીરીશકુમાર ધનેશકુમાર લાડલા કમલકુમાર ધનેશકુમાર લાડલા પ્રિયાંશ ગીરીશકુમાર લાડલા લવેન કમલકુમાર લાડલા કિશાન કમલકુમાર લાડલા ન્યુ લાડલા જ્વેલર્સ (માંડવી) <box>978 1446 1159 1799</box>
news-area <box>48 142 1540 1427</box>
header-rules <box>48 116 1540 133</box>
portrait-photo <box>533 1897 673 2054</box>
header-rule <box>862 116 1540 133</box>
story-wife-bail <box>48 561 598 990</box>
section-rule <box>48 1435 1540 1437</box>
portrait-photo <box>54 1676 171 1827</box>
portrait-photo <box>171 1918 289 2058</box>
story-body: દિવાળી પર્વ નજીક આવતા સુરતથી ઉત્તર ગુજરાત, પંચમહાલ અને સૌરાષ્ટ્ર તરફ જનાર મુસાફરોની સંખ્યા નોંધપાત્ર રીતે વધી રહી છે. ખાસ કરીને સુરતના રત્ન ઉદ્યોગ સાથે જોડાયેલા હજારો શ્રમિકો પોતાના વતન તરફ રવાના થવાના હોવાથી એસટી વિભાગને મુસાફરોની વધતી અવરજવરને ધ્યાને લઈને વિશેષ આયોજન હાથ ધર્યું છે. વધારાની બસોની ફાળવણી કરવામાં આવી છે. વડોદરા, છોટાઉદેપુર, બોડેલી, ડભોઈ, કરજણ, પાદરા અને વાઘોડિયા ડેપોથી કુલ ૧૨૦ વધારાની બસો સુરત રૂટ માટે ફાળવવામાં આવી છે. <box>608 370 955 498</box>
